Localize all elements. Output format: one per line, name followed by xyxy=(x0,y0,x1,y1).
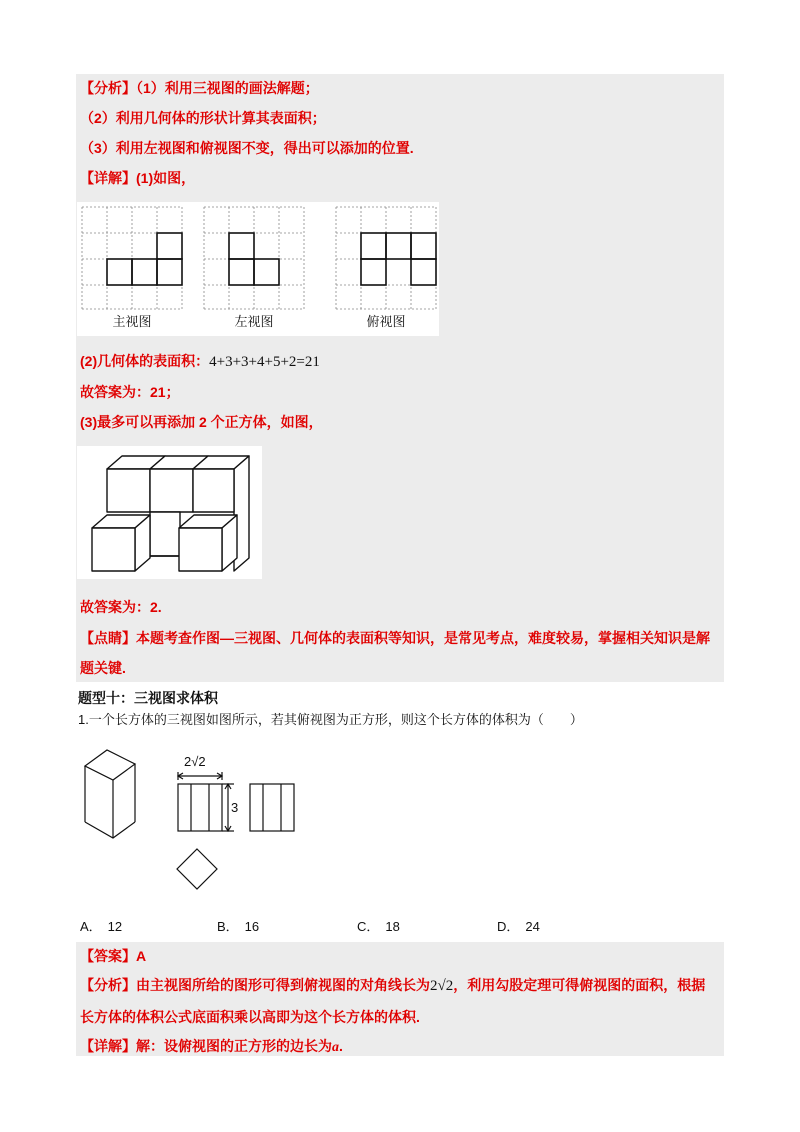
section-title: 题型十：三视图求体积 xyxy=(78,690,218,706)
detail-2-line: 【详解】解：设俯视图的正方形的边长为a. xyxy=(80,1038,343,1055)
option-a[interactable]: A． 12 xyxy=(80,919,123,934)
comment-line-1: 【点睛】本题考查作图—三视图、几何体的表面积等知识，是常见考点，难度较易，掌握相关知识是解 xyxy=(80,630,710,646)
option-c[interactable]: C． 18 xyxy=(357,919,400,934)
analysis-line-2: （2）利用几何体的形状计算其表面积； xyxy=(80,110,326,126)
dimension-top-label: 2√2 xyxy=(184,754,206,769)
top-view-label: 俯视图 xyxy=(366,314,406,329)
answer-line: 【答案】A xyxy=(80,948,147,964)
part-3-line: (3)最多可以再添加 2 个正方体，如图， xyxy=(80,414,323,430)
solution-block-1-bg xyxy=(76,74,724,682)
front-view-label: 主视图 xyxy=(112,314,152,329)
three-views-figure xyxy=(77,202,439,336)
analysis-2-line-2: 长方体的体积公式底面积乘以高即为这个长方体的体积. xyxy=(80,1009,420,1025)
option-b[interactable]: B． 16 xyxy=(217,919,260,934)
surface-area-line: (2)几何体的表面积：4+3+3+4+5+2=21 xyxy=(80,353,320,370)
cuboid-three-views-figure xyxy=(80,742,310,902)
cube-stack-figure xyxy=(77,446,262,579)
detail-line-1: 【详解】(1)如图， xyxy=(80,170,196,186)
analysis-line-3: （3）利用左视图和俯视图不变，得出可以添加的位置. xyxy=(80,140,414,156)
comment-line-2: 题关键. xyxy=(80,660,126,676)
analysis-2-line-1: 【分析】由主视图所给的图形可得到俯视图的对角线长为2√2，利用勾股定理可得俯视图的面积，根据 xyxy=(80,977,706,994)
surface-area-formula: 4+3+3+4+5+2=21 xyxy=(209,354,320,370)
question-text: 1.一个长方体的三视图如图所示，若其俯视图为正方形，则这个长方体的体积为（ ） xyxy=(78,712,583,727)
analysis-line-1: 【分析】（1）利用三视图的画法解题； xyxy=(80,80,319,96)
left-view-label: 左视图 xyxy=(234,314,274,329)
variable-a: a xyxy=(332,1040,339,1055)
answer-21-line: 故答案为：21； xyxy=(80,384,180,400)
dimension-side-label: 3 xyxy=(231,800,239,815)
option-d[interactable]: D． 24 xyxy=(497,919,540,934)
answer-2-line: 故答案为：2. xyxy=(80,599,162,615)
diagonal-math: 2√2 xyxy=(430,978,454,994)
